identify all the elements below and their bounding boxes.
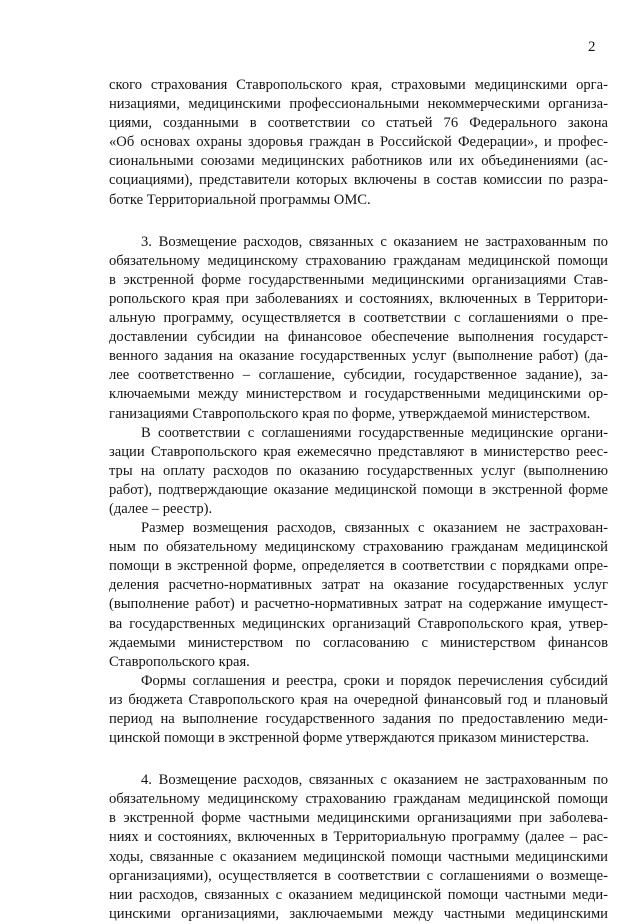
reimbursement-size-paragraph [109, 519, 608, 672]
text-line: ключаемыми между министерством и государственными медицинскими ор- [109, 386, 608, 403]
text-line: ждаемыми министерством по согласованию с министерством финансов [109, 634, 608, 651]
section-gap [109, 210, 608, 233]
text-line: ского страхования Ставропольского края, страховыми медицинскими орга- [109, 77, 608, 93]
section-4-paragraph [109, 771, 608, 924]
text-line: «Об основах охраны здоровья граждан в Российской Федерации», и профес- [109, 134, 608, 151]
text-line: в экстренной форме частными медицинскими организациями при заболева- [109, 810, 608, 827]
text-line: ботке Территориальной программы ОМС. [109, 191, 371, 208]
text-line: обязательному медицинскому страхованию гражданам медицинской помощи [109, 252, 608, 269]
text-line: ганизациями Ставропольского края по форме, утверждаемой министерством. [109, 405, 591, 422]
text-line: (выполнение работ) и расчетно-нормативных затрат на содержание имущест- [109, 596, 608, 613]
text-line: доставлении субсидии на финансовое обеспечение выполнения государст- [109, 329, 608, 346]
text-line: деления расчетно-нормативных затрат на оказание государственных услуг [109, 577, 608, 594]
text-line: ва государственных медицинских организаций Ставропольского края, утвер- [109, 615, 608, 632]
text-line: работ), подтверждающие оказание медицинской помощи в экстренной форме [109, 481, 608, 498]
text-line: период на выполнение государственного задания по предоставлению меди- [109, 711, 608, 727]
text-line: в экстренной форме государственными медицинскими организациями Став- [109, 271, 608, 288]
text-line: лее соответственно – соглашение, субсидии, государственное задание), за- [109, 367, 608, 384]
text-line: зации Ставропольского края ежемесячно представляют в министерство реес- [109, 443, 608, 460]
text-line: (далее – реестр). [109, 500, 213, 517]
text-line: 4. Возмещение расходов, связанных с оказанием не застрахованным по [141, 772, 608, 789]
text-line: организациями), осуществляется в соответствии с соглашениями о возмеще- [109, 867, 608, 884]
text-line: Ставропольского края. [109, 653, 250, 670]
section-3-paragraph [109, 233, 608, 424]
text-line: низациями, медицинскими профессиональными некоммерческими организа- [109, 96, 608, 113]
text-line: ниях и состояниях, включенных в Территориальную программу (далее – рас- [109, 829, 608, 846]
text-line: нии расходов, связанных с оказанием медицинской помощи частными меди- [109, 886, 608, 903]
text-line: из бюджета Ставропольского края на очередной финансовый год и плановый [109, 691, 608, 708]
text-line: тры на оплату расходов по оказанию государственных услуг (выполнению [109, 462, 608, 479]
paragraph-1-continuation [109, 76, 608, 210]
text-line: венного задания на оказание государственных услуг (выполнение работ) (да- [109, 348, 608, 365]
section-gap [109, 748, 608, 771]
text-line: 3. Возмещение расходов, связанных с оказанием не застрахованным по [141, 233, 608, 250]
text-line: цинскими организациями, заключаемыми между частными медицинскими [109, 905, 608, 922]
text-line: циями, созданными в соответствии со статьей 76 Федерального закона [109, 115, 608, 132]
text-line: ходы, связанные с оказанием медицинской помощи частными медицинскими [109, 848, 608, 865]
text-line: цинской помощи в экстренной форме утверждаются приказом министерства. [109, 730, 590, 747]
text-line: Размер возмещения расходов, связанных с оказанием не застрахован- [141, 520, 608, 537]
text-line: В соответствии с соглашениями государственные медицинские органи- [141, 424, 608, 441]
text-line: помощи в экстренной форме, определяется в соответствии с порядками опре- [109, 558, 608, 575]
document-body [109, 76, 608, 924]
text-line: ропольского края при заболеваниях и состояниях, включенных в Территори- [109, 290, 608, 307]
text-line: альную программу, осуществляется в соответствии с соглашениями о пре- [109, 310, 608, 327]
page-number: 2 [588, 39, 596, 55]
text-line: социациями), представители которых включены в состав комиссии по разра- [109, 172, 608, 189]
registry-paragraph [109, 424, 608, 519]
forms-paragraph [109, 672, 608, 748]
text-line: ным по обязательному медицинскому страхованию гражданам медицинской [109, 539, 608, 556]
text-line: сиональными союзами медицинских работников или их объединениями (ас- [109, 153, 608, 170]
text-line: Формы соглашения и реестра, сроки и порядок перечисления субсидий [141, 672, 608, 689]
text-line: обязательному медицинскому страхованию гражданам медицинской помощи [109, 791, 608, 808]
